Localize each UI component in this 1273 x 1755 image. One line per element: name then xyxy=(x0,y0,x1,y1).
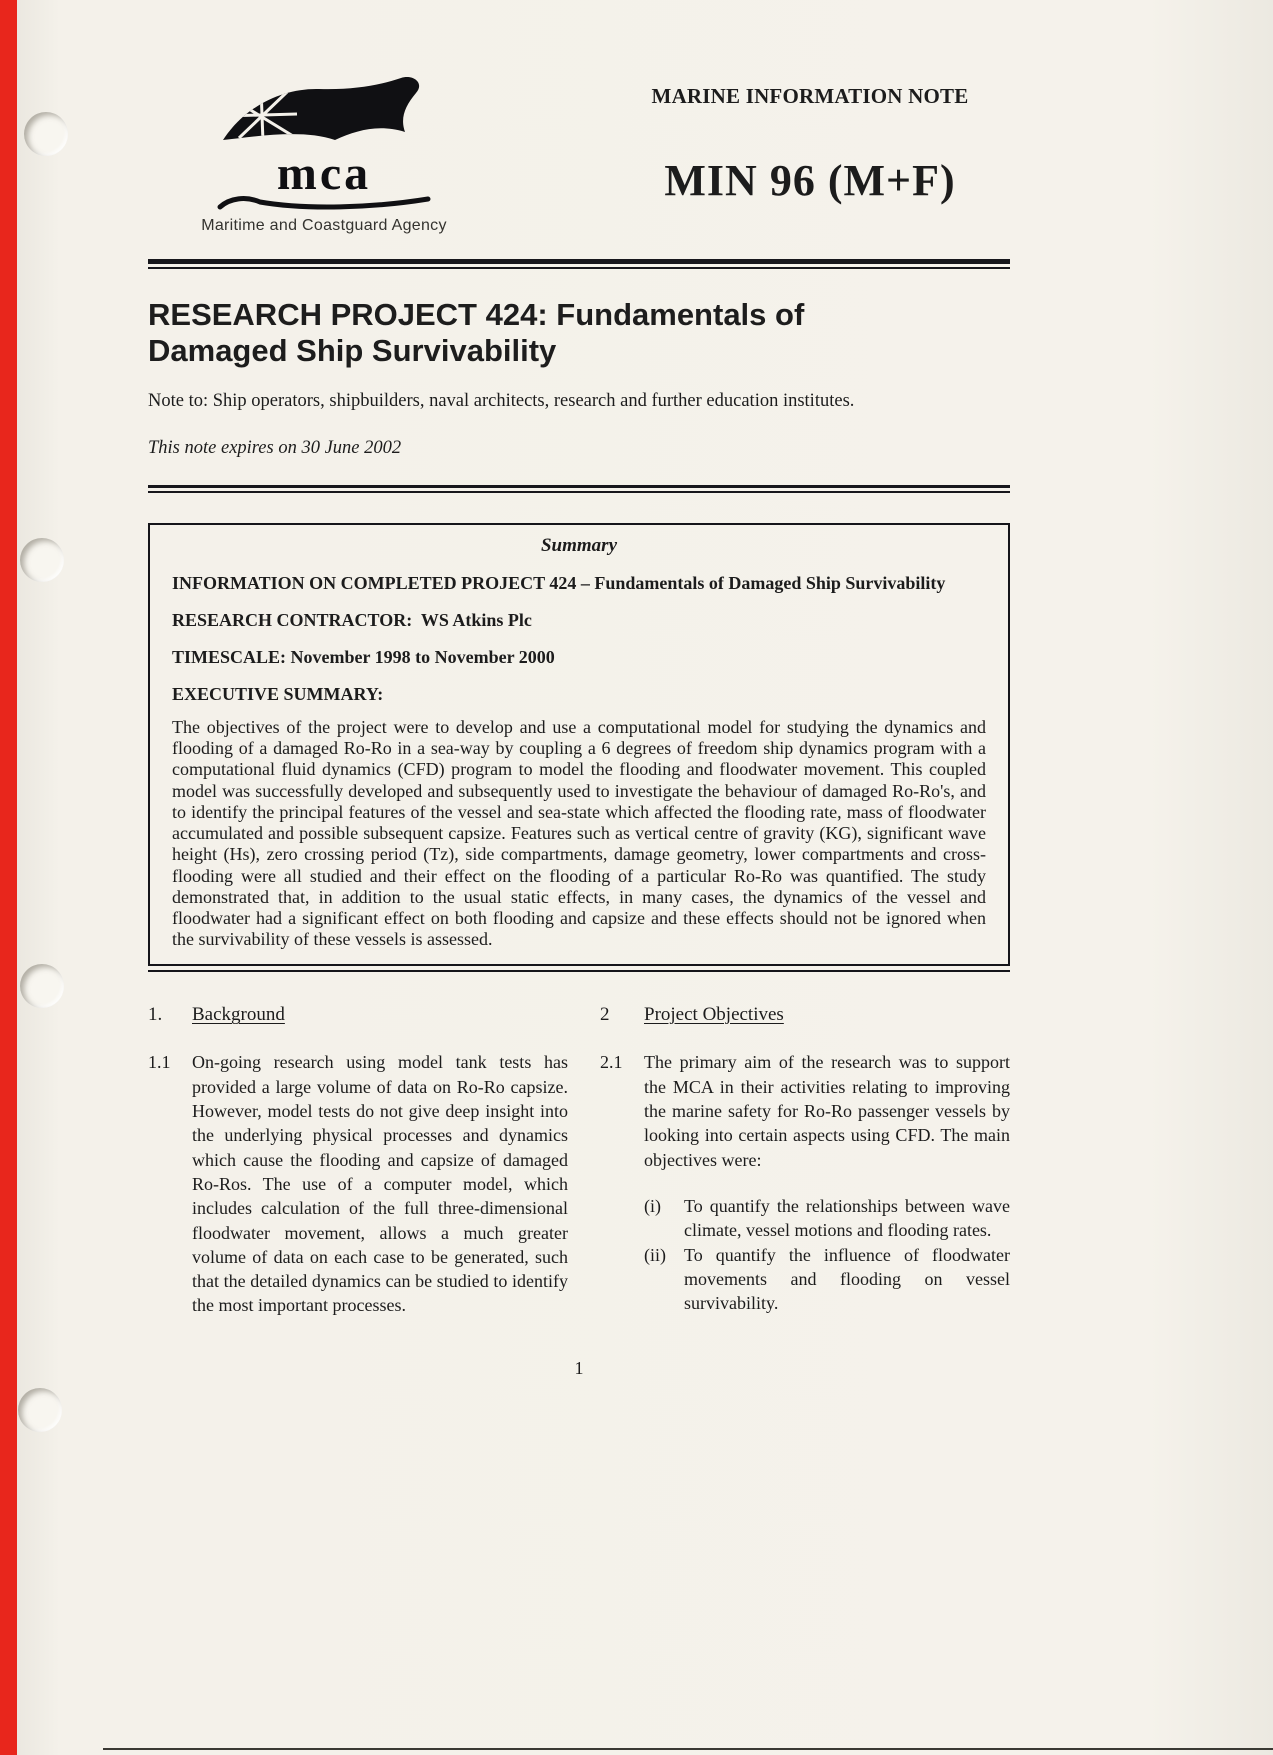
executive-summary-heading: EXECUTIVE SUMMARY: xyxy=(172,683,384,704)
agency-name: Maritime and Coastguard Agency xyxy=(201,217,447,234)
punch-hole xyxy=(24,112,68,156)
mca-logo-text: mca xyxy=(276,147,372,200)
section-title: Project Objectives xyxy=(644,1004,784,1026)
expiry-line: This note expires on 30 June 2002 xyxy=(148,437,402,458)
mca-flag-icon xyxy=(217,76,432,154)
objectives-list xyxy=(644,1194,1010,1315)
executive-summary-text: The objectives of the project were to develop and use a computational model for studying the dynamics and flooding of a damaged Ro-Ro in a sea-way by coupling a 6 degrees of freedom ship dynamics program with a computational fluid dynamics (CFD) program to model the flooding and floodwater movement. This coupled model was successfully developed and subsequently used to investigate the behaviour of damaged Ro-Ro's, and to identify the principal features of the vessel and sea-state which affected the flooding rate, mass of floodwater accumulated and possible subsequent capsize. Features such as vertical centre of gravity (KG), significant wave height (Hs), zero crossing period (Tz), side compartments, damage geometry, lower compartments and cross-flooding were all studied and their effect on the flooding of a particular Ro-Ro was quantified. The study demonstrated that, in addition to the usual static effects, in many cases, the dynamics of the vessel and floodwater had a significant effect on both flooding and capsize and these effects should not be ignored when the survivability of these vessels is assessed. xyxy=(172,716,986,950)
paragraph-2-1 xyxy=(600,1050,1010,1171)
research-contractor-line: RESEARCH CONTRACTOR: WS Atkins Plc xyxy=(172,609,532,630)
paragraph-number: 2.1 xyxy=(600,1052,623,1073)
objective-text: To quantify the influence of floodwater movements and flooding on vessel survivability. xyxy=(684,1244,1010,1314)
mca-logo xyxy=(164,76,484,235)
summary-box xyxy=(148,523,1010,967)
note-identification xyxy=(610,76,1010,206)
document-title: RESEARCH PROJECT 424: Fundamentals of Damaged Ship Survivability xyxy=(148,297,805,368)
summary-box-underline xyxy=(148,970,1010,972)
summary-info-line: INFORMATION ON COMPLETED PROJECT 424 – Fundamentals of Damaged Ship Survivability xyxy=(172,572,946,593)
objective-item-i xyxy=(644,1194,1010,1243)
page-number: 1 xyxy=(574,1357,584,1378)
paragraph-text: The primary aim of the research was to support the MCA in their activities relating to improving the marine safety for Ro-Ro passenger vessels by looking into certain aspects using CFD. The main objectives were: xyxy=(644,1052,1010,1170)
timescale-line: TIMESCALE: November 1998 to November 2000 xyxy=(172,646,555,667)
section-number: 1. xyxy=(148,1004,163,1026)
bottom-scan-line xyxy=(103,1748,1273,1750)
page-content xyxy=(148,0,1010,1379)
paragraph-number: 1.1 xyxy=(148,1052,171,1073)
objectives-heading-row xyxy=(600,1004,1010,1026)
objective-label: (ii) xyxy=(644,1244,666,1265)
punch-hole xyxy=(20,964,64,1008)
summary-heading: Summary xyxy=(540,534,618,556)
two-column-body xyxy=(148,1004,1010,1317)
background-heading-row xyxy=(148,1004,568,1026)
objective-text: To quantify the relationships between wave climate, vessel motions and flooding rates. xyxy=(684,1195,1010,1241)
paragraph-1-1 xyxy=(148,1050,568,1317)
section-title: Background xyxy=(192,1004,285,1026)
section-divider xyxy=(148,485,1010,493)
section-number: 2 xyxy=(600,1004,610,1026)
note-type-heading: MARINE INFORMATION NOTE xyxy=(651,84,969,108)
note-to-line: Note to: Ship operators, shipbuilders, naval architects, research and further education institutes. xyxy=(148,390,855,411)
header-divider xyxy=(148,259,1010,269)
punch-hole xyxy=(18,1388,62,1432)
section-project-objectives xyxy=(600,1004,1010,1317)
section-background xyxy=(148,1004,568,1317)
paragraph-text: On-going research using model tank tests has provided a large volume of data on Ro-Ro capsize. However, model tests do not give deep insight into the underlying physical processes and dynamics which cause the flooding and capsize of damaged Ro-Ros. The use of a computer model, which includes calculation of the full three-dimensional floodwater movement, allows a much greater volume of data on each case to be generated, such that the detailed dynamics can be studied to identify the most important processes. xyxy=(192,1052,568,1316)
note-number: MIN 96 (M+F) xyxy=(664,156,956,205)
punch-hole xyxy=(20,538,64,582)
document-header xyxy=(148,76,1010,235)
objective-label: (i) xyxy=(644,1195,661,1216)
objective-item-ii xyxy=(644,1243,1010,1316)
binding-edge-stripe xyxy=(0,0,17,1755)
